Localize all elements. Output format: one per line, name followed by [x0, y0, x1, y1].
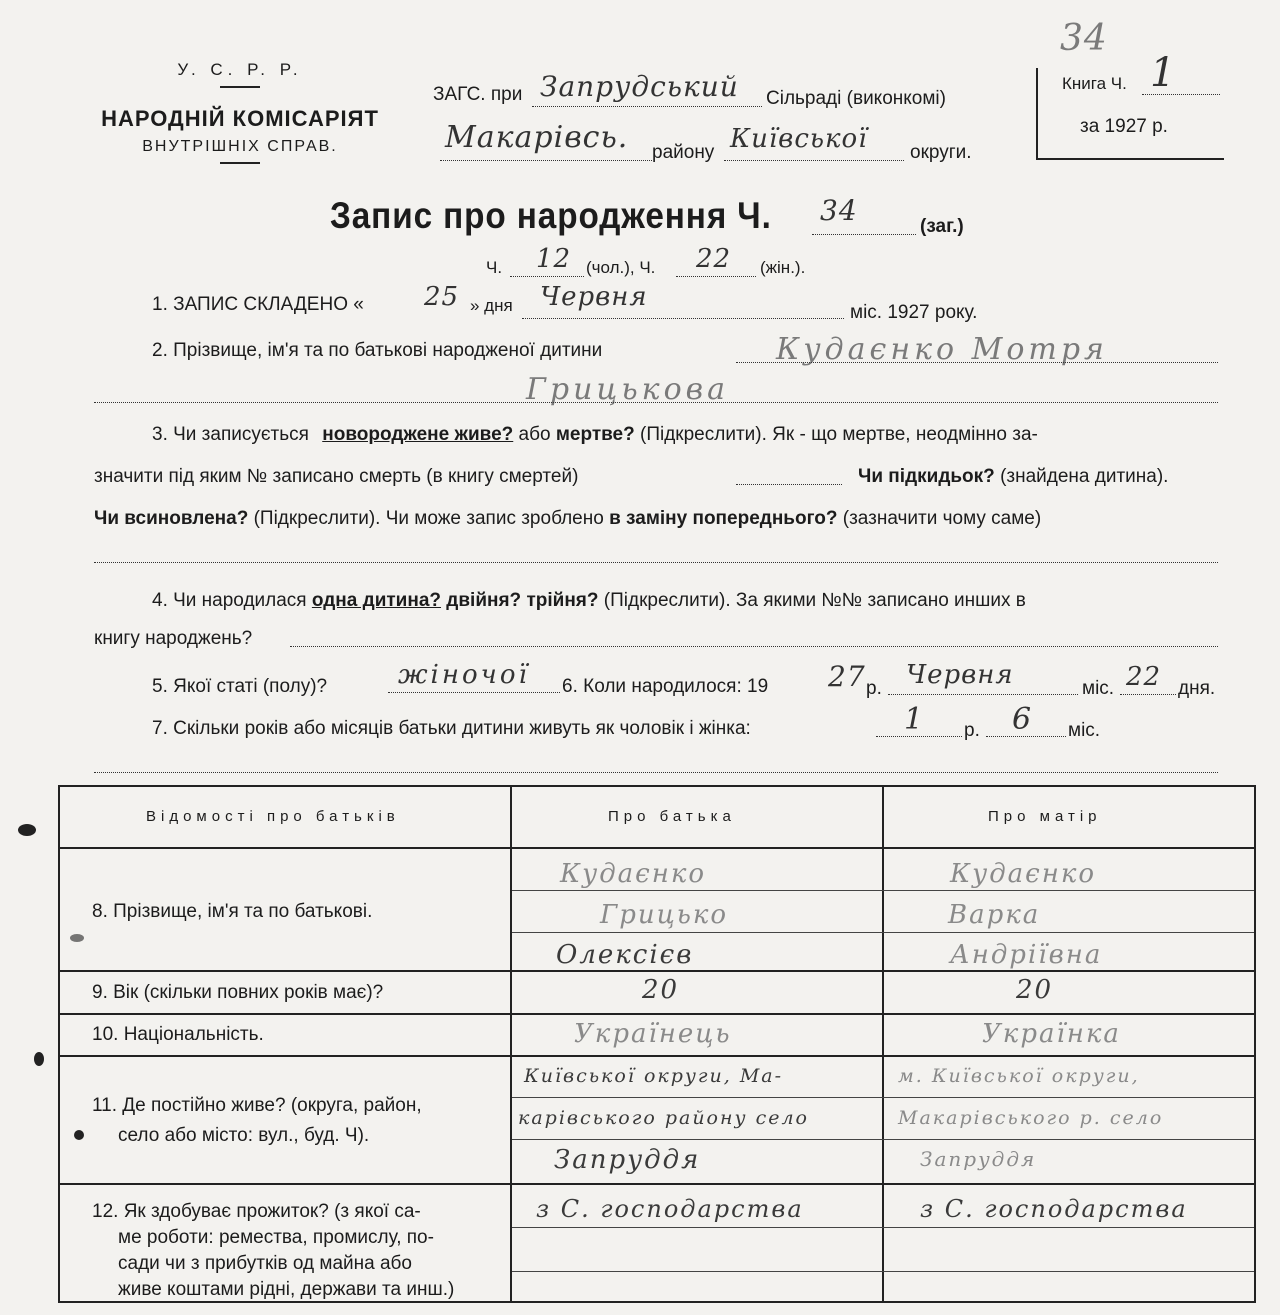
row10-father-nationality: Українець [574, 1019, 732, 1049]
scan-smudge [18, 824, 36, 836]
okruga-label: округи. [910, 142, 972, 163]
item1-tail [850, 302, 977, 324]
item4-dotted-line [290, 646, 1218, 647]
item3-replacement-note: (зазначити чому саме) [842, 508, 1042, 529]
item3-dead-option: мертве? [555, 424, 635, 445]
cell-writing-line [512, 1227, 1254, 1228]
row11-father-line1: Київської округи, Ма- [524, 1065, 784, 1087]
item3-q: 3. Чи записується [152, 424, 309, 445]
item6-year-handwritten: 27 [828, 660, 866, 693]
republic-name: У. С. Р. Р. [177, 60, 303, 79]
table-row-divider [60, 1183, 1254, 1185]
row10-label: 10. Національність. [92, 1024, 264, 1045]
zags-label: ЗАГС. при [433, 84, 523, 105]
district-label: району [652, 142, 715, 163]
scan-smudge [74, 1130, 84, 1140]
row12-label-line4: живе коштами рідні, держави та инш.) [118, 1279, 455, 1300]
table-header-father: Про батька [608, 808, 736, 825]
item6-day-label: дня. [1178, 678, 1216, 699]
book-year: за 1927 р. [1080, 116, 1168, 137]
header-rule-bottom [220, 162, 260, 164]
book-dotted-line [1142, 94, 1220, 95]
cell-writing-line [512, 1271, 1254, 1272]
form-title-text: Запис про народження Ч. [330, 195, 772, 236]
district-handwritten: Макарівсь. [445, 120, 629, 155]
book-number-handwritten: 1 [1150, 50, 1177, 96]
cell-writing-line [512, 1097, 1254, 1098]
cell-writing-line [512, 890, 1254, 891]
item6-year-label: р. [866, 678, 882, 699]
item2-second-dotted-line [94, 402, 1218, 403]
item4-line2: книгу народжень? [94, 628, 253, 649]
item3-line1 [152, 424, 1038, 446]
district-dotted-line [440, 160, 652, 161]
cell-writing-line [512, 1139, 1254, 1140]
male-count-label: (чол.), Ч. [586, 258, 656, 277]
item4-q: 4. Чи народилася [152, 590, 307, 611]
parents-info-table [58, 785, 1256, 1303]
issuing-authority-header [90, 60, 390, 170]
item3-adopted-q: Чи всиновлена? [94, 508, 249, 529]
item3-line2 [94, 466, 578, 488]
village-dotted-line [532, 106, 762, 107]
commissariat-name: НАРОДНІЙ КОМІСАРІЯТ [101, 106, 379, 131]
item3-dotted-line [94, 562, 1218, 563]
row9-father-age: 20 [642, 975, 680, 1005]
row8-father-name: Грицько [600, 900, 729, 930]
row11-label-line2: село або місто: вул., буд. Ч). [118, 1125, 370, 1146]
row12-mother-occupation: з С. господарства [920, 1195, 1188, 1223]
item1-tail-text: міс. 1927 року. [850, 302, 978, 323]
item4-twins-option: двійня? [446, 590, 522, 611]
item7-years-handwritten: 1 [904, 702, 925, 737]
item6-month-handwritten: Червня [906, 660, 1014, 690]
cell-writing-line [512, 932, 1254, 933]
item4-triplets-option: трійня? [526, 590, 599, 611]
row8-mother-name: Варка [948, 900, 1041, 930]
row12-label-line1: 12. Як здобуває прожиток? (з якої са- [92, 1201, 421, 1222]
row8-father-patronymic: Олексієв [556, 940, 694, 970]
female-count-label: (жін.). [760, 258, 806, 277]
row11-father-line2: карівського району село [518, 1107, 809, 1129]
item3-instruction: (Підкреслити). Як - що мертве, неодмінно за- [640, 424, 1038, 445]
table-column-divider [510, 787, 512, 1301]
item7-months-handwritten: 6 [1012, 702, 1033, 737]
record-number-handwritten: 34 [820, 194, 858, 227]
table-row-divider [60, 1055, 1254, 1057]
item3-line2-b [858, 466, 1168, 488]
item3-death-number-dotted-line [736, 484, 842, 485]
item3-or: або [518, 424, 551, 445]
female-count-handwritten: 22 [696, 244, 732, 274]
female-count-dotted-line [676, 276, 756, 277]
department-name: ВНУТРІШНІХ СПРАВ. [142, 138, 338, 155]
row11-mother-line2: Макарівського р. село [898, 1107, 1164, 1129]
item1-day-handwritten: 25 [424, 282, 460, 312]
item6-day-dotted-line [1120, 694, 1176, 695]
item5-label: 5. Якої статі (полу)? [152, 676, 328, 697]
item4-single-option: одна дитина? [311, 590, 442, 611]
row9-label: 9. Вік (скільки повних років має)? [92, 982, 384, 1003]
row8-label: 8. Прізвище, ім'я та по батькові. [92, 901, 373, 922]
item6-day-handwritten: 22 [1126, 662, 1162, 692]
row12-label-line2: ме роботи: ремества, промислу, по- [118, 1227, 434, 1248]
village-handwritten: Запрудський [540, 70, 739, 103]
row8-mother-patronymic: Андріївна [950, 940, 1103, 970]
record-number-dotted-line [812, 234, 916, 235]
item6-month-dotted-line [888, 694, 1078, 695]
item3-replacement-q: (Підкреслити). Чи може запис зроблено [253, 508, 604, 529]
item3-foundling-note: (знайдена дитина). [1000, 466, 1169, 487]
item3-line3 [94, 508, 1041, 530]
page-mark: 34 [1060, 18, 1108, 59]
item3-foundling-q: Чи підкидьок? [858, 466, 995, 487]
item2-name-handwritten: Кудаєнко Мотря [776, 332, 1108, 367]
row8-mother-surname: Кудаєнко [950, 859, 1097, 889]
okruga-dotted-line [724, 160, 904, 161]
item5-value-handwritten: жіночої [398, 660, 530, 690]
table-header-divider [60, 847, 1254, 849]
item7-months-label: міс. [1068, 720, 1101, 741]
row11-mother-line3: Запруддя [920, 1147, 1037, 1171]
table-header-mother: Про матір [988, 808, 1102, 825]
row11-father-line3: Запруддя [554, 1145, 701, 1175]
item3-death-number-q: значити під яким № записано смерть (в книгу смертей) [94, 466, 579, 487]
item4-line1 [152, 590, 1026, 612]
item1-label: 1. ЗАПИС СКЛАДЕНО « [152, 294, 364, 315]
record-suffix: (заг.) [920, 216, 964, 237]
item3-replacement-option: в заміну попереднього? [609, 508, 838, 529]
item5-dotted-line [388, 692, 560, 693]
item7-years-dotted-line [876, 736, 962, 737]
table-row-divider [60, 970, 1254, 972]
header-rule [220, 86, 260, 88]
item7-months-dotted-line [986, 736, 1066, 737]
row11-mother-line1: м. Київської округи, [898, 1065, 1140, 1087]
table-row-divider [60, 1013, 1254, 1015]
item1-day-label: » дня [470, 296, 513, 315]
male-count-handwritten: 12 [536, 244, 572, 274]
form-title [330, 195, 772, 237]
row10-mother-nationality: Українка [982, 1019, 1121, 1049]
item1-month-dotted-line [522, 318, 844, 319]
item2-patronymic-handwritten: Грицькова [526, 372, 729, 407]
item6-label: 6. Коли народилося: 19 [562, 676, 769, 697]
row8-father-surname: Кудаєнко [560, 859, 707, 889]
male-count-dotted-line [510, 276, 584, 277]
table-header-info: Відомості про батьків [146, 808, 400, 825]
item7-years-label: р. [964, 720, 980, 741]
scan-smudge [70, 934, 84, 942]
subcount-prefix: Ч. [486, 258, 503, 277]
item4-instruction: (Підкреслити). За якими №№ записано инших в [603, 590, 1026, 611]
item2-label: 2. Прізвище, ім'я та по батькові народженої дитини [152, 340, 603, 361]
book-label: Книга Ч. [1062, 74, 1127, 93]
item2-name-dotted-line [736, 362, 1218, 363]
okruga-handwritten: Київської [730, 124, 868, 154]
item3-alive-option: новороджене живе? [322, 424, 514, 445]
item7-dotted-line [94, 772, 1218, 773]
table-column-divider [882, 787, 884, 1301]
item6-month-label: міс. [1082, 678, 1115, 699]
item1-month-handwritten: Червня [540, 282, 648, 312]
scan-smudge [34, 1052, 44, 1066]
council-label: Сільраді (виконкомі) [766, 88, 946, 109]
row12-label-line3: сади чи з прибутків од майна або [118, 1253, 412, 1274]
item7-label: 7. Скільки років або місяців батьки дитини живуть як чоловік і жінка: [152, 718, 751, 739]
row9-mother-age: 20 [1016, 975, 1054, 1005]
row12-father-occupation: з С. господарства [536, 1195, 804, 1223]
row11-label-line1: 11. Де постійно живе? (округа, район, [92, 1095, 422, 1116]
